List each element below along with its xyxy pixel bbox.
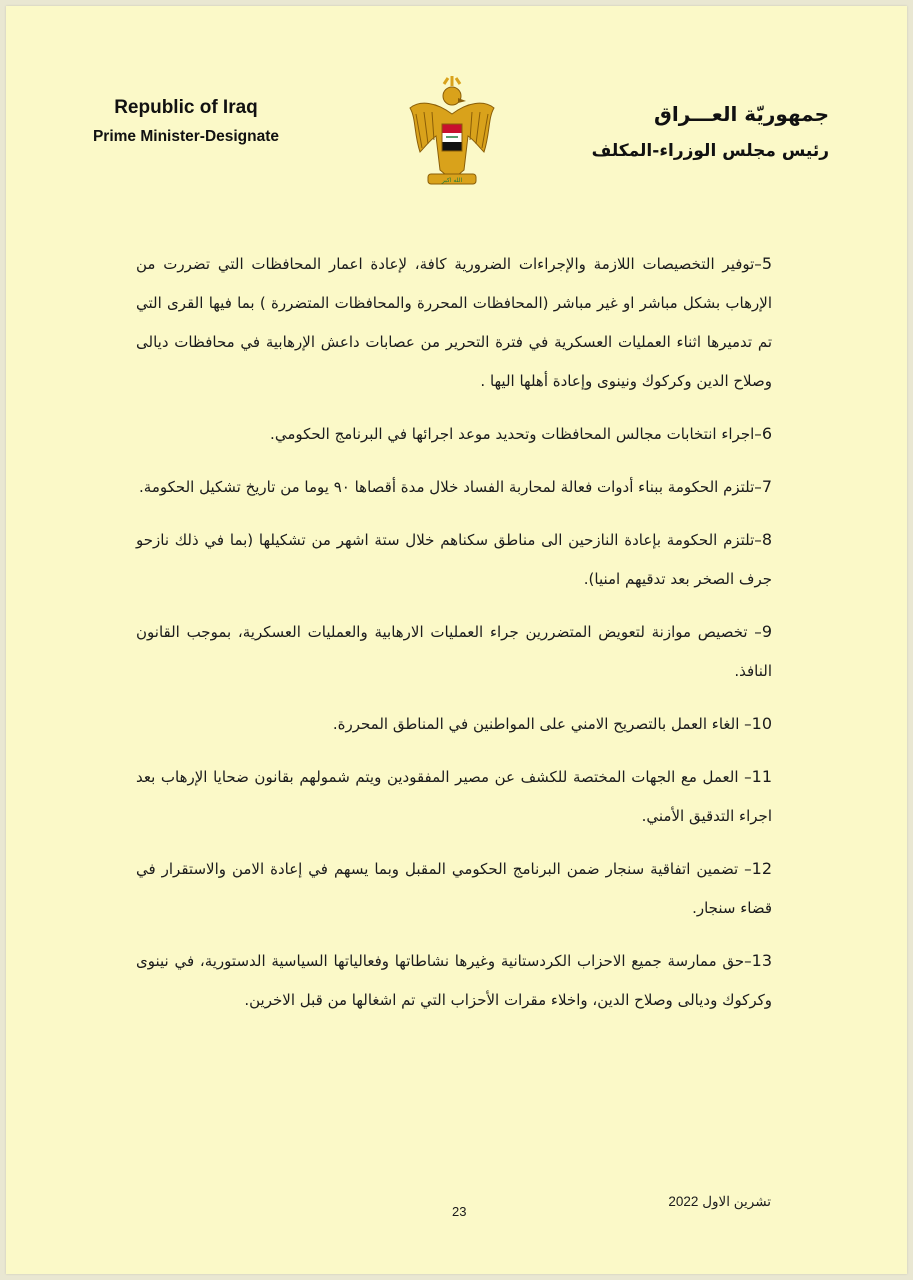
header-office-ar: رئيس مجلس الوزراء-المكلف xyxy=(591,141,829,161)
item-number: 5 xyxy=(761,254,772,273)
list-item xyxy=(136,520,772,599)
item-text: – تضمين اتفاقية سنجار ضمن البرنامج الحكومي المقبل وبما يسهم في إعادة الامن والاستقرار في قضاء سنجار. xyxy=(136,860,772,917)
item-text: – تخصيص موازنة لتعويض المتضررين جراء العمليات الارهابية والعمليات العسكرية، بموجب القانون النافذ. xyxy=(136,623,772,680)
header-country-ar: جمهوريّة العـــراق xyxy=(653,102,829,126)
header-country-en: Republic of Iraq xyxy=(114,97,258,118)
item-text: –حق ممارسة جميع الاحزاب الكردستانية وغيرها نشاطاتها وفعالياتها السياسية الدستورية، في نينوى وكركوك وديالى وصلاح الدين، واخلاء مقرات الأحزاب التي تم اشغالها من قبل الاخرين. xyxy=(136,952,772,1009)
item-number: 11 xyxy=(751,767,772,786)
header-english xyxy=(66,96,306,148)
page-number: 23 xyxy=(452,1204,467,1219)
item-number: 12 xyxy=(751,859,772,878)
footer-date: تشرين الاول 2022 xyxy=(668,1194,771,1209)
header-office-en: Prime Minister-Designate xyxy=(92,128,280,145)
list-item xyxy=(136,704,772,744)
header-arabic xyxy=(569,100,829,164)
item-text: –تلتزم الحكومة ببناء أدوات فعالة لمحاربة الفساد خلال مدة أقصاها ٩٠ يوما من تاريخ تشكيل الحكومة. xyxy=(139,478,762,496)
item-number: 6 xyxy=(761,424,772,443)
document-page xyxy=(6,6,907,1274)
item-number: 13 xyxy=(751,951,772,970)
list-item xyxy=(136,849,772,928)
item-text: – الغاء العمل بالتصريح الامني على المواطنين في المناطق المحررة. xyxy=(332,715,752,733)
item-number: 8 xyxy=(761,530,772,549)
list-item xyxy=(136,467,772,507)
iraq-eagle-emblem-icon xyxy=(406,74,498,194)
program-items-list xyxy=(136,244,772,1033)
list-item xyxy=(136,757,772,836)
item-text: –اجراء انتخابات مجالس المحافظات وتحديد موعد اجرائها في البرنامج الحكومي. xyxy=(270,425,762,443)
list-item xyxy=(136,612,772,691)
list-item xyxy=(136,941,772,1020)
item-number: 9 xyxy=(761,622,772,641)
emblem-motto: الله اكبر xyxy=(441,177,463,184)
list-item xyxy=(136,414,772,454)
list-item xyxy=(136,244,772,401)
item-text: –تلتزم الحكومة بإعادة النازحين الى مناطق سكناهم خلال ستة اشهر من تشكيلها (بما في ذلك نازحو جرف الصخر بعد تدقيهم امنيا). xyxy=(136,531,772,588)
item-text: –توفير التخصيصات اللازمة والإجراءات الضرورية كافة، لإعادة اعمار المحافظات التي تضررت من الإرهاب بشكل مباشر او غير مباشر (المحافظات المحررة والمحافظات المتضررة ) بما فيها القرى التي تم تدميرها اثناء العمليات العسكرية في فترة التحرير من عصابات داعش الإرهابية في محافظات ديالى وصلاح الدين وكركوك ونينوى وإعادة أهلها اليها . xyxy=(136,255,772,390)
item-number: 10 xyxy=(751,714,772,733)
item-number: 7 xyxy=(761,477,772,496)
item-text: – العمل مع الجهات المختصة للكشف عن مصير المفقودين ويتم شمولهم بقانون ضحايا الإرهاب بعد اجراء التدقيق الأمني. xyxy=(136,768,772,825)
